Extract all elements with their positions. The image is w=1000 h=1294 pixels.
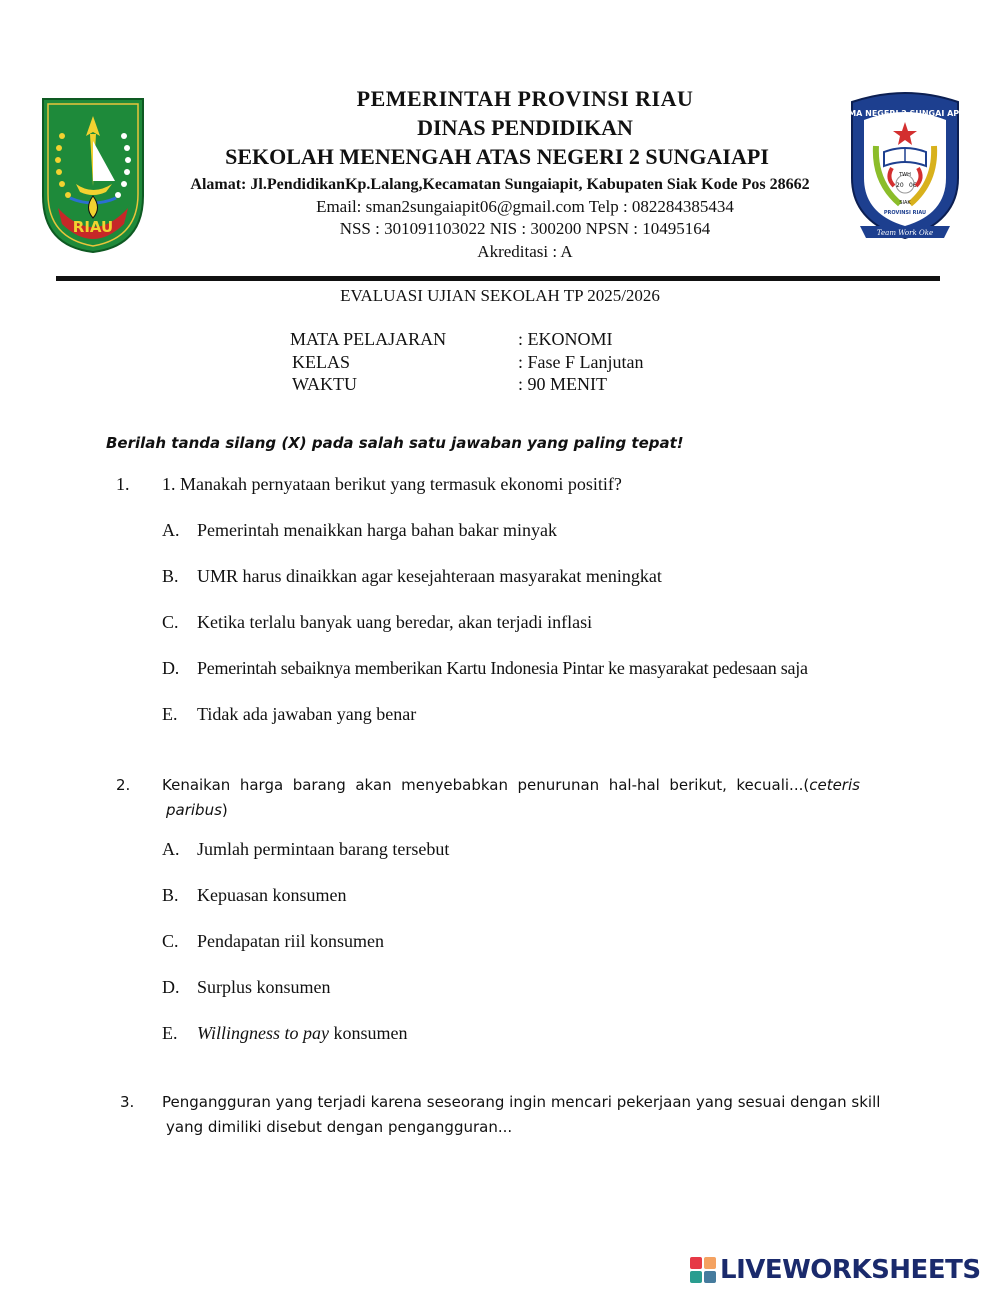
question-2-option-e[interactable] bbox=[162, 1023, 408, 1044]
question-1-option-c[interactable] bbox=[162, 612, 592, 633]
meta-label: WAKTU bbox=[292, 374, 357, 394]
meta-value: : Fase F Lanjutan bbox=[518, 352, 644, 372]
question-1-option-e[interactable] bbox=[162, 704, 416, 725]
school-logo-year-a: 20 bbox=[896, 182, 904, 189]
question-1-number: 1. bbox=[116, 474, 130, 494]
question-2-text-line2 bbox=[166, 801, 228, 819]
option-text: Tidak ada jawaban yang benar bbox=[197, 704, 417, 724]
option-text-italic: Willingness to pay bbox=[197, 1023, 329, 1043]
header-address: Alamat: Jl.PendidikanKp.Lalang,Kecamatan Sungaiapit, Kabupaten Siak Kode Pos 28662 bbox=[190, 176, 810, 193]
option-letter: C. bbox=[162, 931, 179, 951]
option-letter: E. bbox=[162, 1023, 178, 1043]
school-logo-ring-text: SMA NEGERI 2 SUNGAI APIT bbox=[846, 109, 964, 118]
header-government: PEMERINTAH PROVINSI RIAU bbox=[356, 86, 694, 111]
exam-title: EVALUASI UJIAN SEKOLAH TP 2025/2026 bbox=[340, 286, 660, 305]
option-letter: E. bbox=[162, 704, 178, 724]
option-letter: C. bbox=[162, 612, 179, 632]
question-2-text-close: ) bbox=[221, 801, 228, 819]
question-3-text-line2: yang dimiliki disebut dengan pengangguran... bbox=[166, 1118, 513, 1136]
option-letter: B. bbox=[162, 566, 179, 586]
question-2-text-paribus: paribus bbox=[166, 801, 222, 819]
question-1-option-a[interactable] bbox=[162, 520, 557, 541]
liveworksheets-logo bbox=[690, 1256, 981, 1284]
liveworksheets-text: LIVEWORKSHEETS bbox=[720, 1255, 981, 1285]
meta-label: KELAS bbox=[292, 352, 350, 372]
header-school-name: SEKOLAH MENENGAH ATAS NEGERI 2 SUNGAIAPI bbox=[225, 144, 769, 169]
question-3-text-line1: Pengangguran yang terjadi karena seseorang ingin mencari pekerjaan yang sesuai dengan skill bbox=[162, 1093, 881, 1111]
header-divider bbox=[56, 276, 940, 281]
option-text: Ketika terlalu banyak uang beredar, akan terjadi inflasi bbox=[197, 612, 593, 632]
question-1-option-b[interactable] bbox=[162, 566, 662, 587]
riau-logo-text: RIAU bbox=[72, 218, 114, 236]
option-text: Pemerintah sebaiknya memberikan Kartu Indonesia Pintar ke masyarakat pedesaan saja bbox=[197, 658, 808, 678]
meta-value: : 90 MENIT bbox=[518, 374, 607, 394]
option-letter: B. bbox=[162, 885, 179, 905]
school-logo-bottom-text: PROVINSI RIAU bbox=[883, 210, 927, 216]
school-logo-year-b: 06 bbox=[909, 182, 917, 189]
school-logo-motto: Team Work Oke bbox=[876, 229, 934, 237]
school-logo-twh: TWH bbox=[899, 172, 911, 178]
question-2-option-c[interactable] bbox=[162, 931, 384, 952]
meta-label: MATA PELAJARAN bbox=[290, 329, 447, 349]
instruction-text: Berilah tanda silang (X) pada salah satu jawaban yang paling tepat! bbox=[106, 434, 684, 452]
question-2-number: 2. bbox=[116, 776, 131, 794]
header-department: DINAS PENDIDIKAN bbox=[417, 115, 633, 140]
question-2-option-b[interactable] bbox=[162, 885, 346, 906]
question-2-option-a[interactable] bbox=[162, 839, 449, 860]
option-text: Surplus konsumen bbox=[197, 977, 331, 997]
question-2-text-main: Kenaikan harga barang akan menyebabkan penurunan hal-hal berikut, kecuali...( bbox=[162, 776, 810, 794]
option-text: Pendapatan riil konsumen bbox=[197, 931, 384, 951]
question-1-text: 1. Manakah pernyataan berikut yang termasuk ekonomi positif? bbox=[162, 474, 622, 494]
school-logo-siak: SIAK bbox=[899, 200, 911, 206]
option-letter: D. bbox=[162, 658, 179, 678]
question-1-option-d[interactable] bbox=[162, 658, 808, 679]
liveworksheets-mark-icon bbox=[690, 1257, 716, 1283]
option-text: Pemerintah menaikkan harga bahan bakar minyak bbox=[197, 520, 558, 540]
header-accreditation: Akreditasi : A bbox=[477, 242, 573, 261]
header-ids: NSS : 301091103022 NIS : 300200 NPSN : 10495164 bbox=[339, 219, 711, 238]
meta-value: : EKONOMI bbox=[518, 329, 613, 349]
header-contact: Email: sman2sungaiapit06@gmail.com Telp : 082284385434 bbox=[316, 197, 734, 216]
option-text: UMR harus dinaikkan agar kesejahteraan masyarakat meningkat bbox=[197, 566, 662, 586]
option-letter: A. bbox=[162, 839, 180, 859]
question-2-option-d[interactable] bbox=[162, 977, 331, 998]
riau-emblem-logo bbox=[40, 96, 146, 254]
option-text: Jumlah permintaan barang tersebut bbox=[197, 839, 450, 859]
option-text: Kepuasan konsumen bbox=[197, 885, 347, 905]
question-3-number: 3. bbox=[120, 1093, 135, 1111]
option-letter: A. bbox=[162, 520, 180, 540]
option-text: konsumen bbox=[329, 1023, 408, 1043]
question-2-text bbox=[162, 776, 884, 794]
question-2-text-ceteris: ceteris bbox=[809, 776, 860, 794]
option-letter: D. bbox=[162, 977, 180, 997]
